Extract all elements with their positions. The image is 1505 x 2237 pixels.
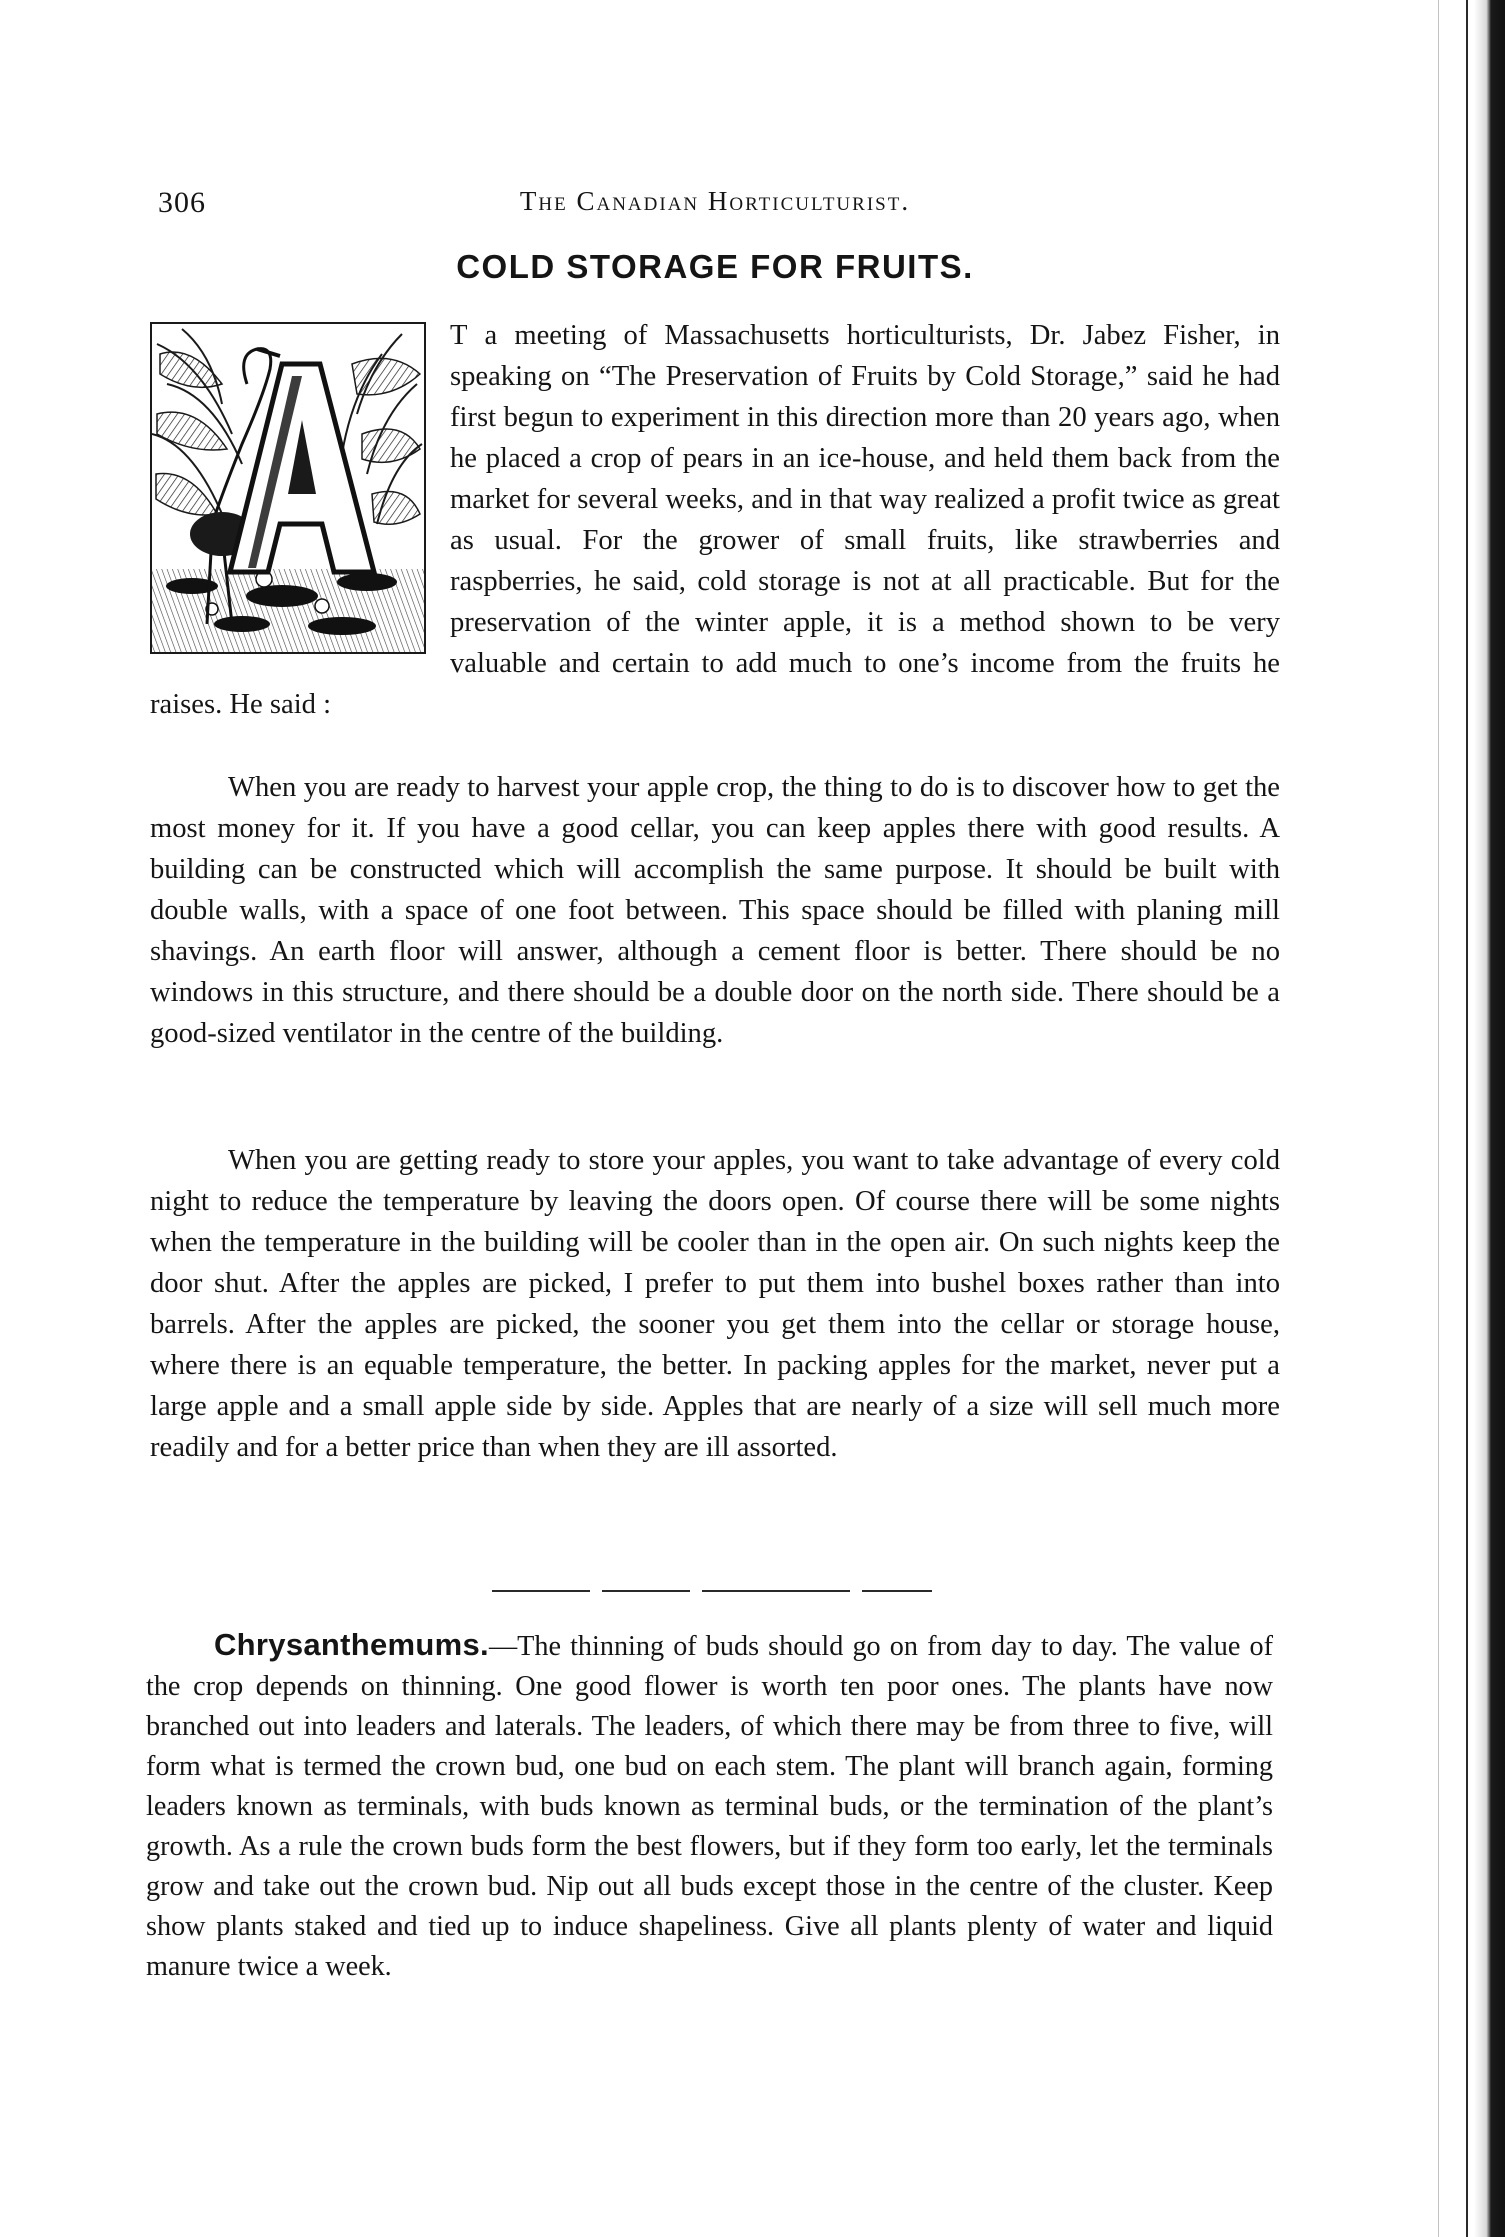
drop-cap-space xyxy=(150,315,450,655)
chrysanthemums-heading: Chrysanthemums. xyxy=(214,1627,489,1662)
page-edge-shadow xyxy=(1438,0,1439,2237)
intro-paragraph xyxy=(150,315,1280,725)
page-number: 306 xyxy=(158,186,206,219)
section-divider xyxy=(492,1590,932,1592)
page-edge-line xyxy=(1466,0,1468,2237)
binding-edge xyxy=(1474,0,1505,2237)
article-title: COLD STORAGE FOR FRUITS. xyxy=(456,248,974,285)
divider-break xyxy=(850,1587,862,1593)
paragraph-storing: When you are getting ready to store your apples, you want to take advantage of every cold night to reduce the temperature by leaving the doors open. Of course there will be some nights when the temperature in the building will be cooler than in the open air. On such nights keep the door shut. After the apples are picked, I prefer to put them into bushel boxes rather than into barrels. After the apples are picked, the sooner you get them into the cellar or storage house, where there is an equable temperature, the better. In packing apples for the market, never put a large apple and a small apple side by side. Apples that are nearly of a size will sell much more readily and for a better price than when they are ill assorted. xyxy=(150,1145,1280,1463)
intro-lead-letter: T xyxy=(450,320,468,351)
journal-title: The Canadian Horticulturist. xyxy=(519,186,911,216)
intro-text: a meeting of Massachusetts horticulturists, Dr. Jabez Fisher, in speaking on “The Preservation of Fruits by Cold Storage,” said he had first begun to experiment in this direction more than 20 years ago, when he placed a crop of pears in an ice-house, and held them back from the market for several weeks, and in that way realized a profit twice as great as usual. For the grower of small fruits, like strawberries and raspberries, he said, cold storage is not at all practicable. But for the preservation of the winter apple, it is a method shown to be very valuable and certain to add much to one’s income from the fruits he raises. He said : xyxy=(150,320,1280,720)
divider-break xyxy=(590,1587,602,1593)
divider-break xyxy=(690,1587,702,1593)
paragraph-harvest: When you are ready to harvest your apple crop, the thing to do is to discover how to get the most money for it. If you have a good cellar, you can keep apples there with good results. A building can be constructed which will accomplish the same purpose. It should be built with double walls, with a space of one foot between. This space should be filled with planing mill shavings. An earth floor will answer, although a cement floor is better. There should be no windows in this structure, and there should be a double door on the north side. There should be a good-sized ventilator in the centre of the building. xyxy=(150,772,1280,1049)
running-head xyxy=(150,186,1280,226)
chrysanthemums-text: —The thinning of buds should go on from day to day. The value of the crop depends on thinning. One good flower is worth ten poor ones. The plants have now branched out into leaders and laterals. The leaders, of which there may be from three to five, will form what is termed the crown bud, one bud on each stem. The plant will branch again, forming leaders known as terminals, with buds known as terminal buds, or the termination of the plant’s growth. As a rule the crown buds form the best flowers, but if they form too early, let the terminals grow and take out the crown bud. Nip out all buds except those in the centre of the cluster. Keep show plants staked and tied up to induce shapeliness. Give all plants plenty of water and liquid manure twice a week. xyxy=(146,1631,1273,1982)
chrysanthemums-note xyxy=(146,1625,1273,1987)
